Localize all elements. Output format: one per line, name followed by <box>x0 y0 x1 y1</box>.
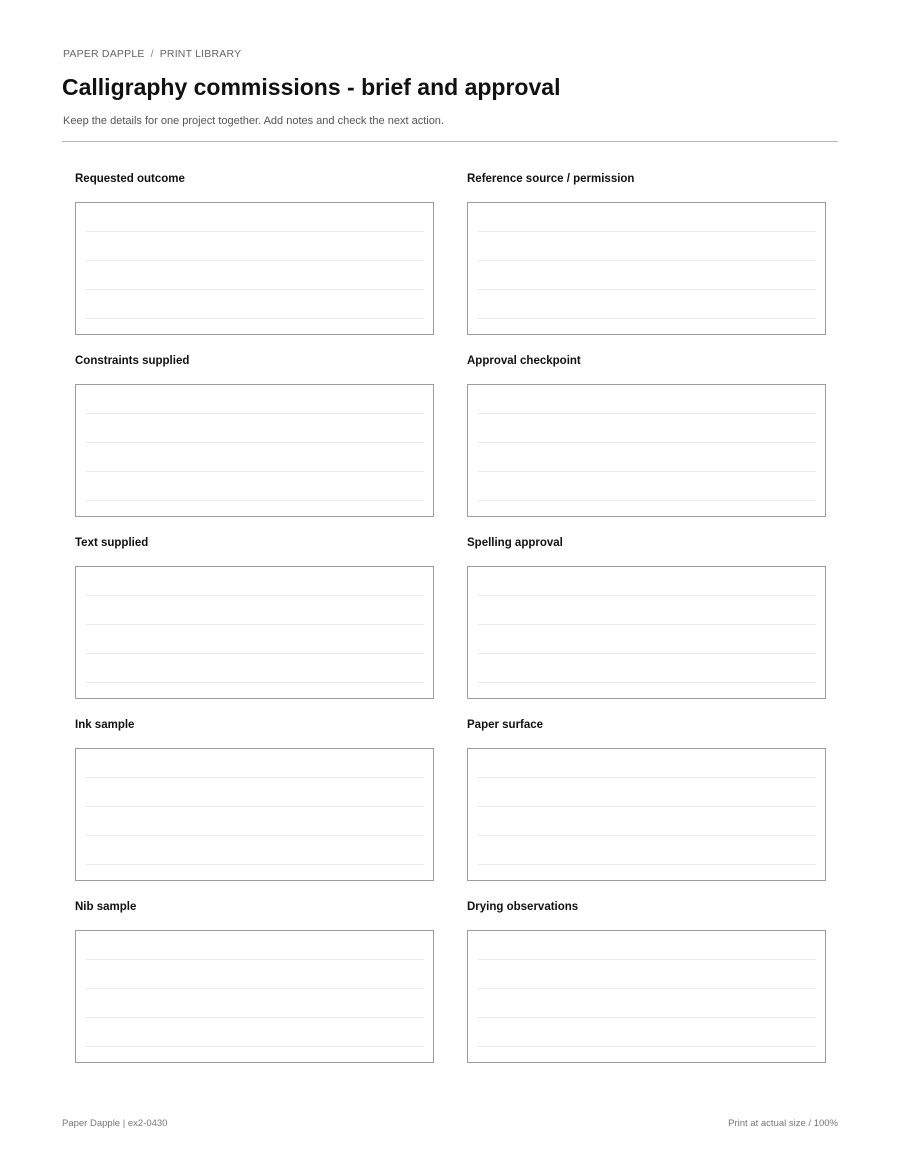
writing-line <box>477 988 816 989</box>
writing-line <box>85 289 424 290</box>
writing-line <box>85 595 424 596</box>
writing-line <box>477 959 816 960</box>
writing-line <box>85 835 424 836</box>
footer-print-note: Print at actual size / 100% <box>728 1118 838 1129</box>
writing-line <box>477 1046 816 1047</box>
writing-line <box>477 1017 816 1018</box>
writing-line <box>85 806 424 807</box>
footer-document-id: Paper Dapple | ex2-0430 <box>62 1118 168 1129</box>
header-divider <box>62 141 838 142</box>
writing-line <box>85 231 424 232</box>
page-subtitle: Keep the details for one project together. Add notes and check the next action. <box>63 115 444 127</box>
writing-line <box>477 442 816 443</box>
breadcrumb-item-publisher: PAPER DAPPLE <box>63 48 145 60</box>
writing-line <box>85 318 424 319</box>
notes-box[interactable] <box>75 930 434 1063</box>
writing-line <box>477 595 816 596</box>
notes-box[interactable] <box>75 566 434 699</box>
writing-line <box>477 260 816 261</box>
breadcrumb <box>63 48 241 60</box>
writing-line <box>477 471 816 472</box>
field-label: Constraints supplied <box>75 355 190 367</box>
notes-box[interactable] <box>467 202 826 335</box>
writing-line <box>477 624 816 625</box>
notes-box[interactable] <box>467 384 826 517</box>
writing-line <box>85 624 424 625</box>
writing-line <box>85 1017 424 1018</box>
writing-line <box>477 653 816 654</box>
writing-line <box>85 653 424 654</box>
writing-line <box>85 442 424 443</box>
writing-line <box>477 231 816 232</box>
notes-box[interactable] <box>467 566 826 699</box>
writing-line <box>85 500 424 501</box>
notes-box[interactable] <box>75 384 434 517</box>
writing-line <box>85 864 424 865</box>
field-label: Ink sample <box>75 719 135 731</box>
writing-line <box>477 500 816 501</box>
notes-box[interactable] <box>75 748 434 881</box>
field-label: Reference source / permission <box>467 173 635 185</box>
breadcrumb-separator: / <box>150 48 154 60</box>
field-label: Requested outcome <box>75 173 185 185</box>
field-label: Drying observations <box>467 901 579 913</box>
writing-line <box>85 260 424 261</box>
writing-line <box>477 413 816 414</box>
writing-line <box>477 318 816 319</box>
writing-line <box>85 959 424 960</box>
writing-line <box>477 289 816 290</box>
writing-line <box>477 777 816 778</box>
field-label: Spelling approval <box>467 537 563 549</box>
writing-line <box>85 988 424 989</box>
notes-box[interactable] <box>467 930 826 1063</box>
field-label: Approval checkpoint <box>467 355 581 367</box>
writing-line <box>85 413 424 414</box>
writing-line <box>85 1046 424 1047</box>
writing-line <box>477 864 816 865</box>
writing-line <box>477 682 816 683</box>
writing-line <box>85 682 424 683</box>
notes-box[interactable] <box>467 748 826 881</box>
notes-box[interactable] <box>75 202 434 335</box>
writing-line <box>85 471 424 472</box>
writing-line <box>477 835 816 836</box>
breadcrumb-item-library: PRINT LIBRARY <box>159 48 242 60</box>
field-label: Text supplied <box>75 537 149 549</box>
writing-line <box>477 806 816 807</box>
page-title: Calligraphy commissions - brief and approval <box>62 74 561 100</box>
writing-line <box>85 777 424 778</box>
field-label: Nib sample <box>75 901 137 913</box>
field-label: Paper surface <box>467 719 544 731</box>
